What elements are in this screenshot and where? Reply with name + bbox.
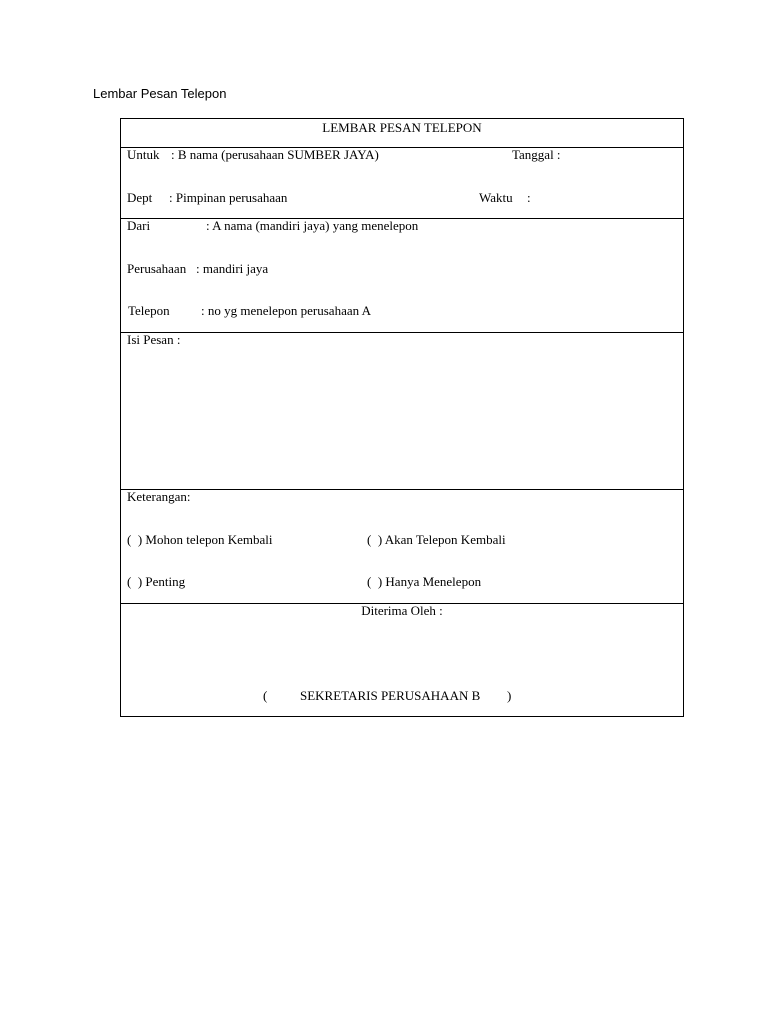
untuk-label: Untuk — [127, 147, 160, 162]
untuk-value: : B nama (perusahaan SUMBER JAYA) — [171, 147, 379, 162]
keterangan-label: Keterangan: — [127, 489, 191, 504]
waktu-value: : — [527, 190, 531, 205]
form-title-row — [121, 119, 683, 148]
message-row — [121, 332, 683, 490]
perusahaan-value: : mandiri jaya — [196, 261, 269, 276]
tanggal-label: Tanggal : — [512, 147, 561, 162]
option-mohon-telepon-kembali[interactable]: ( ) Mohon telepon Kembali — [127, 532, 273, 547]
diterima-label: Diterima Oleh : — [361, 603, 443, 618]
option-hanya-menelepon[interactable]: ( ) Hanya Menelepon — [367, 574, 482, 589]
isi-pesan-label: Isi Pesan : — [127, 332, 181, 347]
receiver-close-paren: ) — [507, 688, 512, 703]
dari-value: : A nama (mandiri jaya) yang menelepon — [206, 218, 419, 233]
dari-label: Dari — [127, 218, 151, 233]
option-penting[interactable]: ( ) Penting — [127, 574, 186, 589]
telepon-value: : no yg menelepon perusahaan A — [201, 303, 372, 318]
phone-message-form — [120, 118, 684, 717]
dept-value: : Pimpinan perusahaan — [169, 190, 288, 205]
document-heading: Lembar Pesan Telepon — [93, 86, 227, 101]
receiver-open-paren: ( — [263, 688, 268, 703]
perusahaan-label: Perusahaan — [127, 261, 187, 276]
telepon-label: Telepon — [128, 303, 170, 318]
waktu-label: Waktu — [479, 190, 513, 205]
receiver-name: SEKRETARIS PERUSAHAAN B — [300, 688, 481, 703]
notes-row — [121, 489, 683, 604]
caller-row — [121, 218, 683, 333]
recipient-row — [121, 147, 683, 219]
form-title: LEMBAR PESAN TELEPON — [322, 120, 482, 135]
option-akan-telepon-kembali[interactable]: ( ) Akan Telepon Kembali — [367, 532, 506, 547]
receiver-row — [121, 603, 683, 716]
dept-label: Dept — [127, 190, 153, 205]
